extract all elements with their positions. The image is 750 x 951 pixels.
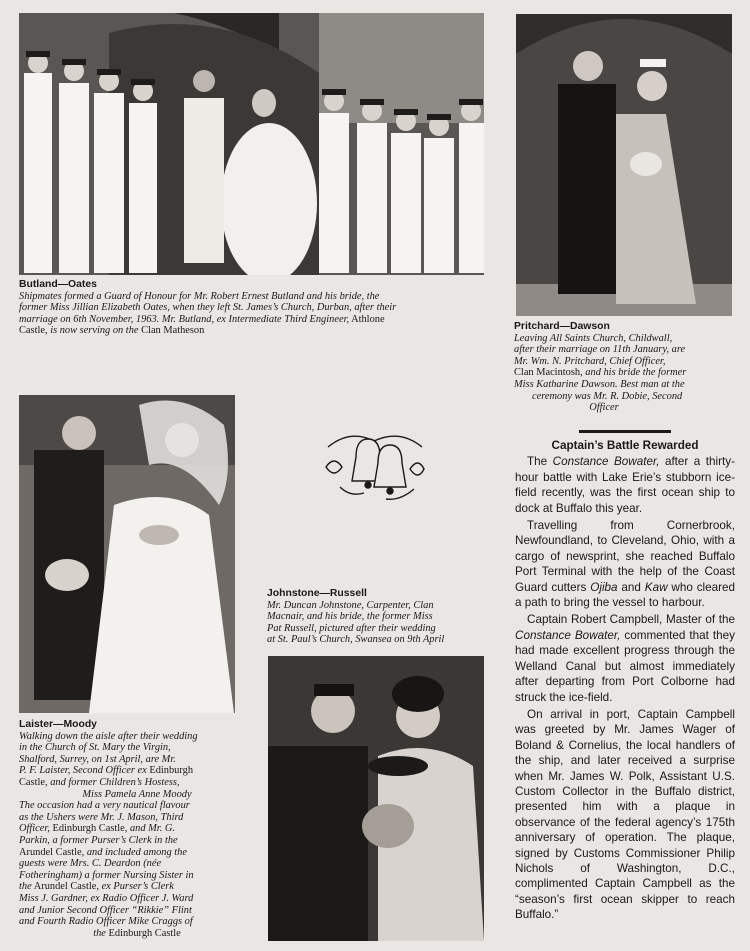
captains-battle-article [515,430,735,925]
pritchard-caption [514,321,734,414]
butland-caption-line-1: Shipmates formed a Guard of Honour for Mr. Robert Ernest Butland and his bride, the [19,290,380,302]
laister-caption-line-17: and Fourth Radio Officer Mike Craggs of [19,916,193,928]
butland-caption-line-2: former Miss Jillian Elizabeth Oates, when they left St. James’s Church, Durban, after their [19,302,397,314]
article-paragraph-3 [515,612,735,704]
laister-caption-line-6: Miss Pamela Anne Moody [82,788,192,800]
wedding-bells-icon [320,427,428,505]
laister-ship-arundel-castle-2: Arundel Castle, [33,881,99,893]
article-top-rule [579,430,671,433]
laister-caption-line-10: Parkin, a former Purser’s Clerk in the [19,834,178,846]
laister-ship-edinburgh: Edinburgh [149,765,194,777]
laister-ship-castle: Castle, [19,776,48,788]
laister-ship-edinburgh-castle-2: Edinburgh Castle [108,927,181,939]
pritchard-caption-line-7: Officer [589,402,619,414]
pritchard-photo-scene [516,14,732,316]
laister-caption [19,719,255,939]
johnstone-caption-line-1: Mr. Duncan Johnstone, Carpenter, Clan [267,599,434,611]
butland-caption-line-4: is now serving on the [50,325,139,337]
laister-caption-line-9a: Officer, [19,823,50,835]
article-p2-start: Travelling from Cornerbrook, Newfoundland, to Cleveland, Ohio, with a cargo of newsprint, she reached Buffalo Port Terminal with the help of the Coast Guard cutters [515,519,735,594]
article-heading: Captain’s Battle Rewarded [551,439,699,452]
article-p3-rest: commented that they had made excellent progress through the Welland Canal but almost immediately after departing from Port Colborne had struck the ice-field. [515,628,735,704]
johnstone-wedding-photo [268,656,484,941]
butland-ship-clan-matheson: Clan Matheson [141,325,205,337]
article-p2-rest: who cleared a path to bring the vessel to harbour. [515,580,736,610]
laister-ship-arundel-castle-1: Arundel Castle, [19,846,85,858]
article-p1-start: The [527,455,548,469]
butland-caption [19,279,489,337]
pritchard-ship-clan-macintosh: Clan Macintosh, [514,367,583,379]
article-ship-constance-bowater-2: Constance Bowater, [515,628,621,642]
johnstone-caption-line-4: at St. Paul’s Church, Swansea on 9th April [267,634,445,646]
laister-caption-line-9c: and Mr. G. [129,823,175,835]
article-p2-and: and [621,580,641,594]
laister-caption-line-4a: P. F. Laister, Second Officer ex [19,765,147,777]
pritchard-caption-line-3: Mr. Wm. N. Pritchard, Chief Officer, [514,355,666,367]
butland-wedding-photo [19,13,484,275]
pritchard-caption-title: Pritchard—Dawson [514,321,610,332]
laister-caption-line-3: Shalford, Surrey, on 1st April, are Mr. [19,753,176,765]
laister-caption-line-1: Walking down the aisle after their wedding [19,730,198,742]
laister-caption-line-16: and Junior Second Officer “Rikkie” Flint [19,904,192,916]
johnstone-caption [267,588,487,646]
butland-caption-title: Butland—Oates [19,279,97,290]
laister-caption-line-14a: the [19,881,32,893]
pritchard-caption-line-5: Miss Katharine Dawson. Best man at the [514,378,685,390]
laister-caption-title: Laister—Moody [19,719,97,730]
laister-caption-line-7: The occasion had a very nautical flavour [19,800,190,812]
johnstone-photo-scene [268,656,484,941]
laister-photo-scene [19,395,235,713]
article-ship-constance-bowater-1: Constance Bowater, [552,455,660,469]
article-p1-rest: after a thirty-hour battle with Lake Erie’s stubborn ice-field recently, was the first ocean ship to dock at Buffalo this year. [515,455,735,515]
laister-caption-line-18a: the [93,927,106,939]
pritchard-caption-line-4: and his bride the former [585,367,687,379]
laister-caption-line-13: Fotheringham) a former Nursing Sister in [19,869,194,881]
butland-photo-scene [19,13,484,275]
laister-wedding-photo [19,395,235,713]
johnstone-caption-line-3: Pat Russell, pictured after their wedding [267,622,436,634]
laister-caption-line-5: and former Children’s Hostess, [50,776,180,788]
laister-caption-line-14c: ex Purser’s Clerk [101,881,174,893]
laister-caption-line-15: Miss J. Gardner, ex Radio Officer J. Ward [19,892,194,904]
pritchard-wedding-photo [516,14,732,316]
laister-caption-line-2: in the Church of St. Mary the Virgin, [19,742,171,754]
article-paragraph-4: On arrival in port, Captain Campbell was greeted by Mr. James Wager of Boland & Cornelius, the local handlers of the ship, and later received a surprise when Mr. James W. Polk, Assistant U.S. Custom Collector in the Buffalo district, presented him with a plaque in observance of the federal agency’s 175th anniversary of operation. The plaque, signed by Customs Commissioner Philip Nichols of Washington, D.C., complimented Captain Campbell as the “season’s first ocean skipper to reach Buffalo.” [515,707,735,922]
pritchard-caption-line-6: ceremony was Mr. R. Dobie, Second [532,390,683,402]
butland-caption-line-3: marriage on 6th November, 1963. Mr. Butland, ex Intermediate Third Engineer, [19,313,350,325]
johnstone-caption-title: Johnstone—Russell [267,588,367,599]
article-p3-start: Captain Robert Campbell, Master of the [527,613,735,627]
laister-caption-line-12: guests were Mrs. C. Deardon (née [19,858,162,870]
johnstone-caption-line-2: Macnair, and his bride, the former Miss [267,611,433,623]
article-paragraph-1 [515,454,735,516]
laister-caption-line-8: as the Ushers were Mr. J. Mason, Third [19,811,184,823]
pritchard-caption-line-2: after their marriage on 11th January, are [514,344,686,356]
butland-ship-castle: Castle, [19,325,48,337]
laister-caption-line-11: and included among the [86,846,187,858]
pritchard-caption-line-1: Leaving All Saints Church, Childwall, [514,332,673,344]
article-ship-kaw: Kaw [644,580,668,594]
article-ship-ojiba: Ojiba [590,580,618,594]
laister-ship-edinburgh-castle-1: Edinburgh Castle, [52,823,128,835]
butland-ship-athlone: Athlone [351,313,385,325]
article-paragraph-2 [515,518,735,610]
wedding-bells-ornament [320,427,428,505]
